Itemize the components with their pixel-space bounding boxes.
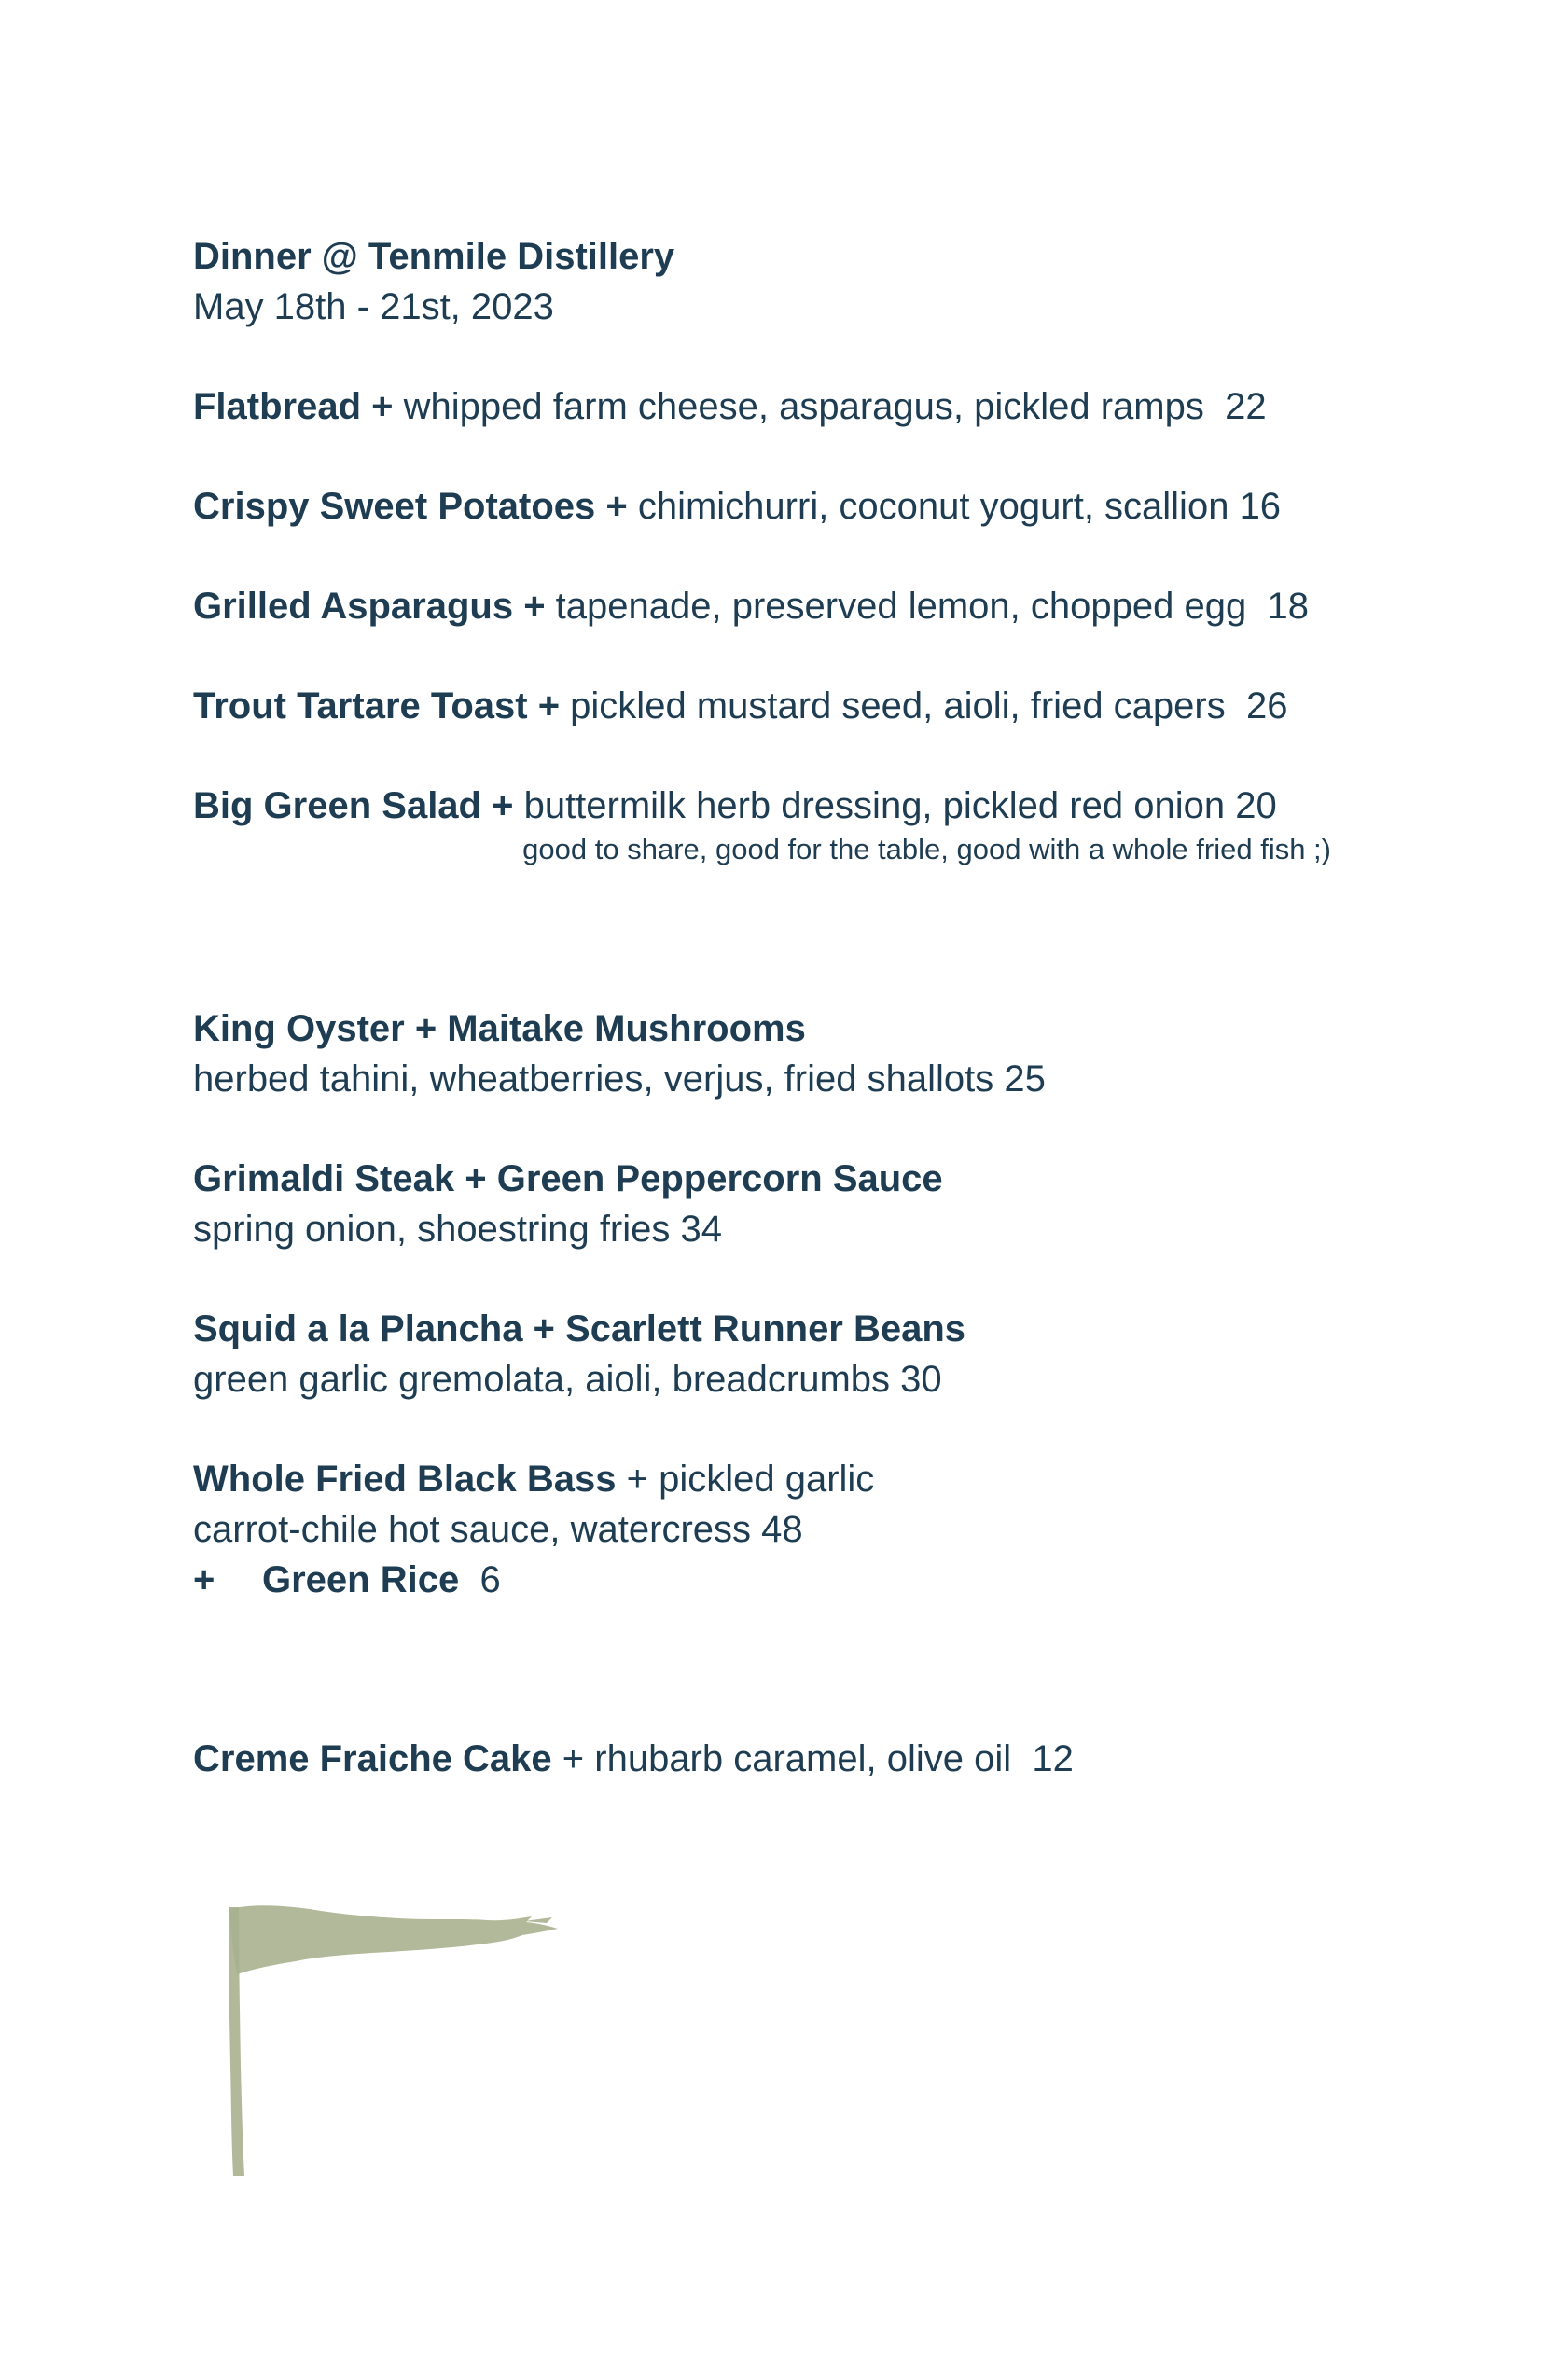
item-description: tapenade, preserved lemon, chopped egg <box>555 586 1247 627</box>
salad-note: good to share, good for the table, good with a whole fried fish ;) <box>522 833 1331 865</box>
item-price: 30 <box>900 1359 942 1400</box>
item-price: 16 <box>1239 486 1282 527</box>
item-price: 48 <box>761 1509 803 1550</box>
addon-name: Green Rice <box>262 1559 460 1600</box>
item-name: Creme Fraiche Cake <box>193 1738 552 1779</box>
item-description: carrot-chile hot sauce, watercress <box>193 1509 752 1550</box>
item-description: green garlic gremolata, aioli, breadcrumbs <box>193 1359 891 1400</box>
item-description: pickled mustard seed, aioli, fried capers <box>570 685 1226 726</box>
item-separator: + <box>527 685 571 726</box>
item-description: buttermilk herb dressing, pickled red onion <box>523 785 1226 826</box>
item-description: herbed tahini, wheatberries, verjus, fried shallots <box>193 1059 994 1100</box>
addon-plus: + <box>193 1559 215 1600</box>
item-price: 25 <box>1004 1059 1046 1100</box>
main-name-squid: Squid a la Plancha + Scarlett Runner Beans <box>193 1308 966 1349</box>
addon-price: 6 <box>479 1559 501 1600</box>
item-description: whipped farm cheese, asparagus, pickled ramps <box>403 386 1204 427</box>
menu-dates: May 18th - 21st, 2023 <box>193 286 554 327</box>
item-name: Crispy Sweet Potatoes <box>193 486 596 527</box>
item-name: Big Green Salad <box>193 785 481 826</box>
item-price: 18 <box>1267 586 1309 627</box>
item-description: + pickled garlic <box>626 1459 875 1500</box>
item-description: chimichurri, coconut yogurt, scallion <box>637 486 1229 527</box>
item-separator: + <box>513 586 556 627</box>
main-name-black-bass <box>193 1454 1359 1504</box>
main-name-grimaldi-steak: Grimaldi Steak + Green Peppercorn Sauce <box>193 1158 943 1199</box>
menu-page <box>193 231 1359 1784</box>
menu-item-big-green-salad <box>193 781 1359 831</box>
item-price: 12 <box>1032 1738 1074 1779</box>
menu-item-crispy-sweet-potatoes <box>193 481 1359 532</box>
item-price: 26 <box>1245 685 1288 726</box>
main-description-squid <box>193 1354 1359 1404</box>
addon-green-rice <box>193 1555 1359 1605</box>
menu-item-trout-tartare-toast <box>193 681 1359 731</box>
item-price: 22 <box>1225 386 1267 427</box>
main-description-grimaldi-steak <box>193 1204 1359 1254</box>
main-description-king-oyster <box>193 1054 1359 1104</box>
item-name: Trout Tartare Toast <box>193 685 528 726</box>
menu-item-flatbread <box>193 381 1359 432</box>
item-name: Whole Fried Black Bass <box>193 1459 617 1500</box>
item-name: Grilled Asparagus <box>193 586 514 627</box>
dessert-item <box>193 1734 1359 1784</box>
menu-item-grilled-asparagus <box>193 581 1359 631</box>
main-name-king-oyster: King Oyster + Maitake Mushrooms <box>193 1008 806 1049</box>
item-description: + rhubarb caramel, olive oil <box>562 1738 1012 1779</box>
menu-title: Dinner @ Tenmile Distillery <box>193 236 675 277</box>
item-separator: + <box>480 785 524 826</box>
item-price: 34 <box>680 1209 723 1250</box>
item-price: 20 <box>1235 785 1277 826</box>
item-separator: + <box>595 486 638 527</box>
item-name: Flatbread <box>193 386 362 427</box>
item-description: spring onion, shoestring fries <box>193 1209 671 1250</box>
main-description-black-bass <box>193 1504 1359 1555</box>
item-separator: + <box>361 386 404 427</box>
flag-icon <box>216 1898 571 2187</box>
